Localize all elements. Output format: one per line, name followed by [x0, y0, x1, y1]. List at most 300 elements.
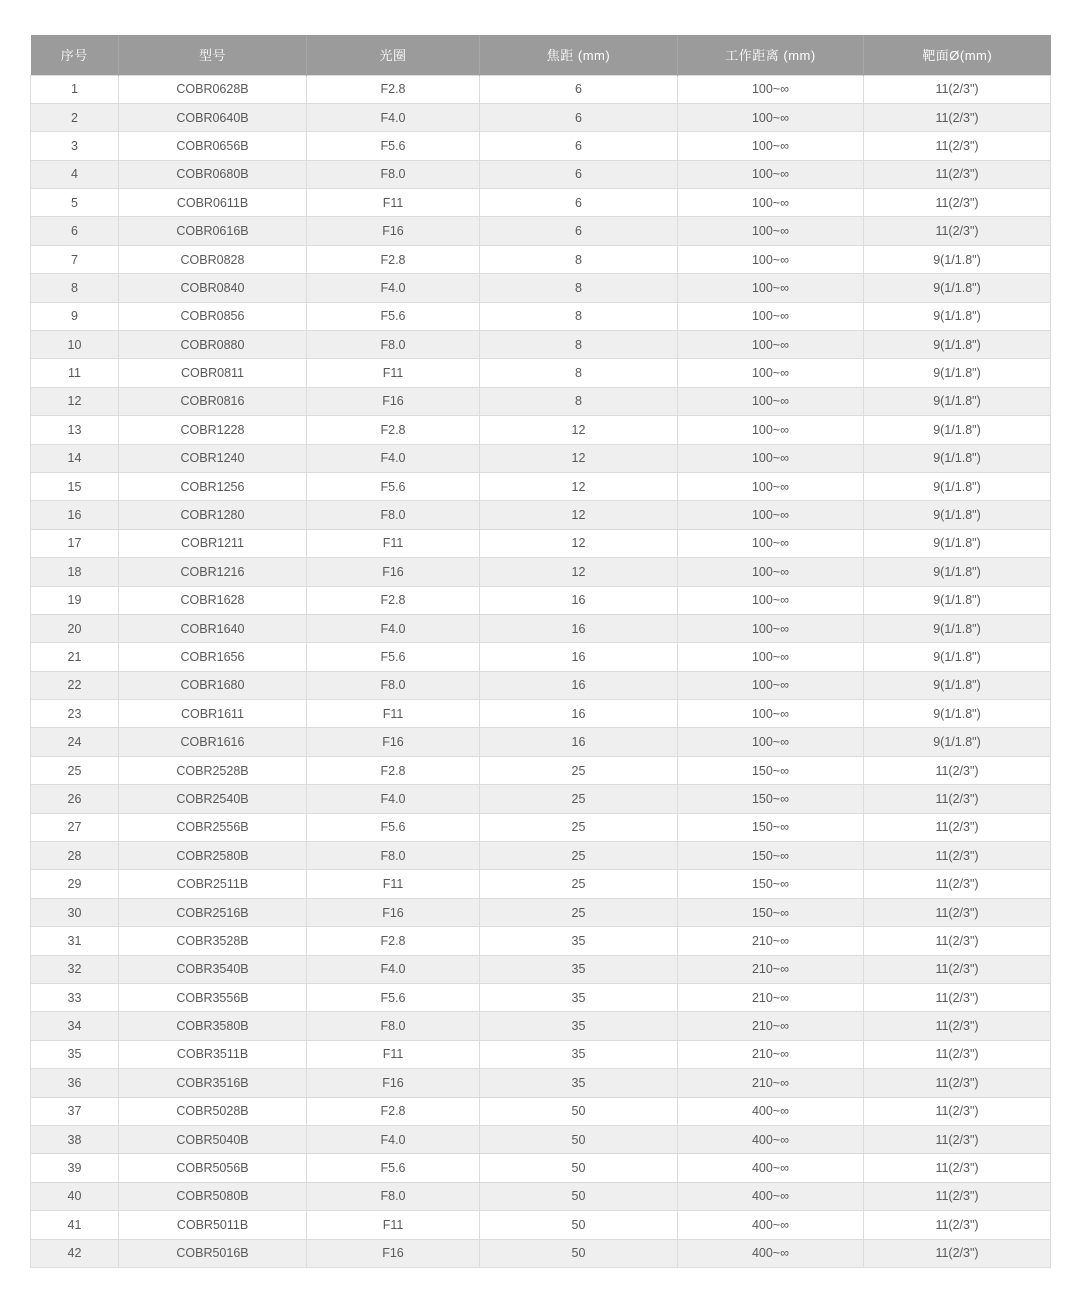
cell-serial: 18 [31, 558, 119, 586]
cell-aperture: F11 [307, 870, 480, 898]
cell-sensor-size: 11(2/3") [864, 813, 1051, 841]
cell-focal-length: 25 [480, 756, 678, 784]
cell-sensor-size: 11(2/3") [864, 927, 1051, 955]
cell-serial: 21 [31, 643, 119, 671]
cell-aperture: F16 [307, 387, 480, 415]
cell-sensor-size: 11(2/3") [864, 1125, 1051, 1153]
cell-working-distance: 100~∞ [678, 387, 864, 415]
cell-focal-length: 12 [480, 501, 678, 529]
cell-model: COBR1628 [119, 586, 307, 614]
cell-working-distance: 210~∞ [678, 955, 864, 983]
cell-serial: 12 [31, 387, 119, 415]
cell-aperture: F5.6 [307, 643, 480, 671]
table-body [31, 75, 1051, 1267]
cell-sensor-size: 9(1/1.8") [864, 387, 1051, 415]
table-row [31, 1239, 1051, 1267]
column-header-focal_length: 焦距 (mm) [480, 35, 678, 75]
cell-sensor-size: 11(2/3") [864, 1239, 1051, 1267]
table-row [31, 302, 1051, 330]
cell-model: COBR1228 [119, 416, 307, 444]
cell-working-distance: 210~∞ [678, 1040, 864, 1068]
cell-aperture: F8.0 [307, 671, 480, 699]
cell-aperture: F8.0 [307, 842, 480, 870]
cell-aperture: F4.0 [307, 103, 480, 131]
table-row [31, 728, 1051, 756]
cell-focal-length: 50 [480, 1211, 678, 1239]
table-row [31, 160, 1051, 188]
cell-focal-length: 16 [480, 671, 678, 699]
cell-model: COBR5080B [119, 1182, 307, 1210]
cell-serial: 34 [31, 1012, 119, 1040]
cell-serial: 24 [31, 728, 119, 756]
column-header-working_distance: 工作距离 (mm) [678, 35, 864, 75]
cell-aperture: F11 [307, 1040, 480, 1068]
cell-working-distance: 150~∞ [678, 842, 864, 870]
cell-working-distance: 100~∞ [678, 558, 864, 586]
cell-working-distance: 100~∞ [678, 103, 864, 131]
table-row [31, 274, 1051, 302]
cell-working-distance: 100~∞ [678, 217, 864, 245]
table-row [31, 671, 1051, 699]
table-row [31, 1182, 1051, 1210]
cell-serial: 26 [31, 785, 119, 813]
cell-aperture: F8.0 [307, 1012, 480, 1040]
cell-sensor-size: 11(2/3") [864, 1040, 1051, 1068]
cell-serial: 6 [31, 217, 119, 245]
cell-focal-length: 8 [480, 331, 678, 359]
cell-aperture: F5.6 [307, 302, 480, 330]
cell-model: COBR3516B [119, 1069, 307, 1097]
cell-sensor-size: 9(1/1.8") [864, 501, 1051, 529]
cell-sensor-size: 9(1/1.8") [864, 700, 1051, 728]
cell-aperture: F5.6 [307, 1154, 480, 1182]
cell-serial: 28 [31, 842, 119, 870]
cell-working-distance: 100~∞ [678, 189, 864, 217]
cell-model: COBR1240 [119, 444, 307, 472]
table-row [31, 1154, 1051, 1182]
cell-sensor-size: 11(2/3") [864, 1182, 1051, 1210]
cell-serial: 17 [31, 529, 119, 557]
cell-focal-length: 8 [480, 245, 678, 273]
lens-spec-table-container [30, 35, 1050, 1268]
cell-focal-length: 8 [480, 302, 678, 330]
cell-working-distance: 400~∞ [678, 1211, 864, 1239]
cell-sensor-size: 9(1/1.8") [864, 728, 1051, 756]
column-header-serial: 序号 [31, 35, 119, 75]
cell-model: COBR0840 [119, 274, 307, 302]
table-row [31, 416, 1051, 444]
table-row [31, 1125, 1051, 1153]
cell-model: COBR1680 [119, 671, 307, 699]
cell-aperture: F5.6 [307, 813, 480, 841]
cell-serial: 23 [31, 700, 119, 728]
cell-aperture: F4.0 [307, 274, 480, 302]
table-row [31, 245, 1051, 273]
cell-sensor-size: 9(1/1.8") [864, 529, 1051, 557]
table-row [31, 529, 1051, 557]
table-row [31, 217, 1051, 245]
cell-working-distance: 100~∞ [678, 472, 864, 500]
cell-focal-length: 50 [480, 1097, 678, 1125]
table-row [31, 331, 1051, 359]
cell-serial: 32 [31, 955, 119, 983]
cell-working-distance: 100~∞ [678, 302, 864, 330]
table-row [31, 898, 1051, 926]
cell-working-distance: 400~∞ [678, 1182, 864, 1210]
cell-model: COBR0856 [119, 302, 307, 330]
cell-aperture: F4.0 [307, 444, 480, 472]
cell-working-distance: 100~∞ [678, 132, 864, 160]
cell-model: COBR3556B [119, 984, 307, 1012]
cell-model: COBR0616B [119, 217, 307, 245]
cell-aperture: F2.8 [307, 416, 480, 444]
cell-sensor-size: 9(1/1.8") [864, 586, 1051, 614]
cell-model: COBR1211 [119, 529, 307, 557]
cell-model: COBR1611 [119, 700, 307, 728]
cell-aperture: F5.6 [307, 984, 480, 1012]
cell-sensor-size: 9(1/1.8") [864, 331, 1051, 359]
cell-model: COBR5016B [119, 1239, 307, 1267]
cell-aperture: F11 [307, 1211, 480, 1239]
cell-serial: 39 [31, 1154, 119, 1182]
table-row [31, 785, 1051, 813]
cell-model: COBR0656B [119, 132, 307, 160]
cell-aperture: F8.0 [307, 1182, 480, 1210]
table-header [31, 35, 1051, 75]
cell-serial: 22 [31, 671, 119, 699]
cell-aperture: F11 [307, 529, 480, 557]
cell-aperture: F4.0 [307, 785, 480, 813]
cell-aperture: F4.0 [307, 955, 480, 983]
cell-serial: 3 [31, 132, 119, 160]
table-row [31, 1211, 1051, 1239]
cell-sensor-size: 9(1/1.8") [864, 444, 1051, 472]
cell-model: COBR0880 [119, 331, 307, 359]
cell-focal-length: 12 [480, 444, 678, 472]
cell-focal-length: 50 [480, 1239, 678, 1267]
cell-model: COBR0811 [119, 359, 307, 387]
cell-sensor-size: 11(2/3") [864, 842, 1051, 870]
cell-focal-length: 16 [480, 728, 678, 756]
table-row [31, 813, 1051, 841]
cell-aperture: F4.0 [307, 614, 480, 642]
cell-serial: 13 [31, 416, 119, 444]
table-row [31, 1012, 1051, 1040]
cell-focal-length: 25 [480, 842, 678, 870]
column-header-model: 型号 [119, 35, 307, 75]
cell-working-distance: 210~∞ [678, 984, 864, 1012]
cell-sensor-size: 11(2/3") [864, 217, 1051, 245]
cell-sensor-size: 11(2/3") [864, 1154, 1051, 1182]
table-row [31, 189, 1051, 217]
cell-model: COBR3540B [119, 955, 307, 983]
table-row [31, 955, 1051, 983]
table-row [31, 1069, 1051, 1097]
table-row [31, 132, 1051, 160]
column-header-sensor_size: 靶面Ø(mm) [864, 35, 1051, 75]
cell-serial: 2 [31, 103, 119, 131]
cell-serial: 1 [31, 75, 119, 103]
cell-focal-length: 16 [480, 614, 678, 642]
cell-aperture: F16 [307, 1069, 480, 1097]
table-row [31, 842, 1051, 870]
table-row [31, 643, 1051, 671]
cell-sensor-size: 11(2/3") [864, 1211, 1051, 1239]
cell-model: COBR1640 [119, 614, 307, 642]
cell-sensor-size: 9(1/1.8") [864, 274, 1051, 302]
cell-working-distance: 100~∞ [678, 643, 864, 671]
cell-sensor-size: 9(1/1.8") [864, 359, 1051, 387]
cell-working-distance: 150~∞ [678, 756, 864, 784]
cell-aperture: F16 [307, 728, 480, 756]
cell-model: COBR1616 [119, 728, 307, 756]
cell-working-distance: 400~∞ [678, 1097, 864, 1125]
cell-focal-length: 35 [480, 1012, 678, 1040]
cell-model: COBR0680B [119, 160, 307, 188]
cell-working-distance: 100~∞ [678, 444, 864, 472]
cell-model: COBR3580B [119, 1012, 307, 1040]
cell-serial: 30 [31, 898, 119, 926]
cell-working-distance: 100~∞ [678, 614, 864, 642]
cell-serial: 16 [31, 501, 119, 529]
cell-sensor-size: 9(1/1.8") [864, 302, 1051, 330]
cell-serial: 19 [31, 586, 119, 614]
cell-model: COBR5028B [119, 1097, 307, 1125]
cell-sensor-size: 11(2/3") [864, 870, 1051, 898]
cell-working-distance: 100~∞ [678, 331, 864, 359]
cell-sensor-size: 11(2/3") [864, 189, 1051, 217]
cell-working-distance: 100~∞ [678, 728, 864, 756]
cell-working-distance: 100~∞ [678, 416, 864, 444]
cell-focal-length: 12 [480, 529, 678, 557]
cell-aperture: F8.0 [307, 501, 480, 529]
table-row [31, 614, 1051, 642]
cell-working-distance: 100~∞ [678, 160, 864, 188]
cell-sensor-size: 9(1/1.8") [864, 614, 1051, 642]
cell-model: COBR1256 [119, 472, 307, 500]
table-row [31, 586, 1051, 614]
cell-working-distance: 100~∞ [678, 700, 864, 728]
cell-focal-length: 8 [480, 274, 678, 302]
cell-focal-length: 6 [480, 75, 678, 103]
cell-focal-length: 25 [480, 870, 678, 898]
cell-model: COBR2516B [119, 898, 307, 926]
table-row [31, 75, 1051, 103]
cell-focal-length: 35 [480, 984, 678, 1012]
cell-focal-length: 6 [480, 189, 678, 217]
cell-sensor-size: 11(2/3") [864, 1069, 1051, 1097]
cell-model: COBR3528B [119, 927, 307, 955]
cell-model: COBR5011B [119, 1211, 307, 1239]
cell-working-distance: 150~∞ [678, 898, 864, 926]
cell-working-distance: 100~∞ [678, 245, 864, 273]
cell-serial: 7 [31, 245, 119, 273]
cell-sensor-size: 9(1/1.8") [864, 643, 1051, 671]
cell-sensor-size: 9(1/1.8") [864, 558, 1051, 586]
cell-serial: 4 [31, 160, 119, 188]
table-row [31, 927, 1051, 955]
cell-model: COBR1216 [119, 558, 307, 586]
cell-focal-length: 16 [480, 586, 678, 614]
cell-aperture: F16 [307, 558, 480, 586]
table-row [31, 1097, 1051, 1125]
cell-serial: 38 [31, 1125, 119, 1153]
cell-serial: 25 [31, 756, 119, 784]
cell-sensor-size: 9(1/1.8") [864, 472, 1051, 500]
cell-model: COBR2540B [119, 785, 307, 813]
cell-serial: 29 [31, 870, 119, 898]
cell-working-distance: 150~∞ [678, 813, 864, 841]
cell-model: COBR0628B [119, 75, 307, 103]
cell-aperture: F8.0 [307, 160, 480, 188]
cell-focal-length: 50 [480, 1125, 678, 1153]
cell-model: COBR2511B [119, 870, 307, 898]
cell-sensor-size: 11(2/3") [864, 132, 1051, 160]
cell-aperture: F11 [307, 700, 480, 728]
cell-serial: 15 [31, 472, 119, 500]
cell-aperture: F2.8 [307, 586, 480, 614]
cell-sensor-size: 11(2/3") [864, 103, 1051, 131]
cell-model: COBR0640B [119, 103, 307, 131]
table-row [31, 1040, 1051, 1068]
table-row [31, 103, 1051, 131]
cell-serial: 14 [31, 444, 119, 472]
cell-aperture: F11 [307, 359, 480, 387]
cell-focal-length: 6 [480, 160, 678, 188]
cell-focal-length: 8 [480, 387, 678, 415]
cell-model: COBR0816 [119, 387, 307, 415]
cell-working-distance: 210~∞ [678, 927, 864, 955]
cell-focal-length: 25 [480, 898, 678, 926]
cell-serial: 36 [31, 1069, 119, 1097]
cell-working-distance: 100~∞ [678, 75, 864, 103]
cell-focal-length: 16 [480, 643, 678, 671]
cell-model: COBR2528B [119, 756, 307, 784]
table-row [31, 558, 1051, 586]
cell-aperture: F11 [307, 189, 480, 217]
cell-aperture: F2.8 [307, 245, 480, 273]
table-row [31, 700, 1051, 728]
cell-serial: 41 [31, 1211, 119, 1239]
cell-serial: 27 [31, 813, 119, 841]
cell-serial: 33 [31, 984, 119, 1012]
cell-sensor-size: 11(2/3") [864, 160, 1051, 188]
table-row [31, 472, 1051, 500]
cell-working-distance: 100~∞ [678, 529, 864, 557]
cell-working-distance: 100~∞ [678, 501, 864, 529]
table-row [31, 359, 1051, 387]
cell-aperture: F16 [307, 217, 480, 245]
cell-focal-length: 6 [480, 132, 678, 160]
cell-sensor-size: 11(2/3") [864, 984, 1051, 1012]
cell-model: COBR2580B [119, 842, 307, 870]
cell-working-distance: 400~∞ [678, 1239, 864, 1267]
cell-model: COBR0611B [119, 189, 307, 217]
lens-spec-table [30, 35, 1051, 1268]
cell-focal-length: 6 [480, 103, 678, 131]
cell-serial: 11 [31, 359, 119, 387]
cell-model: COBR5040B [119, 1125, 307, 1153]
cell-sensor-size: 11(2/3") [864, 785, 1051, 813]
cell-serial: 9 [31, 302, 119, 330]
cell-working-distance: 100~∞ [678, 274, 864, 302]
cell-focal-length: 35 [480, 927, 678, 955]
cell-sensor-size: 11(2/3") [864, 898, 1051, 926]
cell-serial: 40 [31, 1182, 119, 1210]
cell-focal-length: 25 [480, 785, 678, 813]
cell-working-distance: 150~∞ [678, 870, 864, 898]
table-row [31, 756, 1051, 784]
cell-serial: 20 [31, 614, 119, 642]
cell-sensor-size: 11(2/3") [864, 955, 1051, 983]
table-row [31, 984, 1051, 1012]
cell-model: COBR1656 [119, 643, 307, 671]
cell-model: COBR1280 [119, 501, 307, 529]
cell-sensor-size: 9(1/1.8") [864, 416, 1051, 444]
cell-focal-length: 8 [480, 359, 678, 387]
cell-sensor-size: 11(2/3") [864, 756, 1051, 784]
cell-serial: 42 [31, 1239, 119, 1267]
cell-working-distance: 210~∞ [678, 1012, 864, 1040]
cell-aperture: F16 [307, 1239, 480, 1267]
cell-aperture: F5.6 [307, 132, 480, 160]
cell-focal-length: 35 [480, 1040, 678, 1068]
column-header-aperture: 光圈 [307, 35, 480, 75]
cell-aperture: F5.6 [307, 472, 480, 500]
cell-sensor-size: 9(1/1.8") [864, 245, 1051, 273]
table-header-row [31, 35, 1051, 75]
cell-serial: 8 [31, 274, 119, 302]
cell-focal-length: 35 [480, 1069, 678, 1097]
cell-sensor-size: 9(1/1.8") [864, 671, 1051, 699]
cell-serial: 37 [31, 1097, 119, 1125]
cell-focal-length: 12 [480, 416, 678, 444]
cell-working-distance: 210~∞ [678, 1069, 864, 1097]
cell-model: COBR0828 [119, 245, 307, 273]
cell-sensor-size: 11(2/3") [864, 1097, 1051, 1125]
cell-working-distance: 100~∞ [678, 671, 864, 699]
cell-focal-length: 35 [480, 955, 678, 983]
cell-serial: 10 [31, 331, 119, 359]
cell-model: COBR2556B [119, 813, 307, 841]
table-row [31, 387, 1051, 415]
cell-model: COBR5056B [119, 1154, 307, 1182]
cell-working-distance: 100~∞ [678, 359, 864, 387]
cell-serial: 5 [31, 189, 119, 217]
cell-focal-length: 12 [480, 558, 678, 586]
table-row [31, 444, 1051, 472]
cell-working-distance: 400~∞ [678, 1154, 864, 1182]
cell-aperture: F4.0 [307, 1125, 480, 1153]
cell-focal-length: 16 [480, 700, 678, 728]
cell-aperture: F2.8 [307, 75, 480, 103]
cell-aperture: F2.8 [307, 1097, 480, 1125]
cell-sensor-size: 11(2/3") [864, 75, 1051, 103]
cell-working-distance: 400~∞ [678, 1125, 864, 1153]
cell-aperture: F2.8 [307, 756, 480, 784]
cell-focal-length: 50 [480, 1182, 678, 1210]
cell-serial: 31 [31, 927, 119, 955]
cell-aperture: F2.8 [307, 927, 480, 955]
cell-focal-length: 50 [480, 1154, 678, 1182]
cell-serial: 35 [31, 1040, 119, 1068]
cell-focal-length: 6 [480, 217, 678, 245]
table-row [31, 501, 1051, 529]
cell-focal-length: 25 [480, 813, 678, 841]
cell-sensor-size: 11(2/3") [864, 1012, 1051, 1040]
cell-model: COBR3511B [119, 1040, 307, 1068]
cell-aperture: F16 [307, 898, 480, 926]
